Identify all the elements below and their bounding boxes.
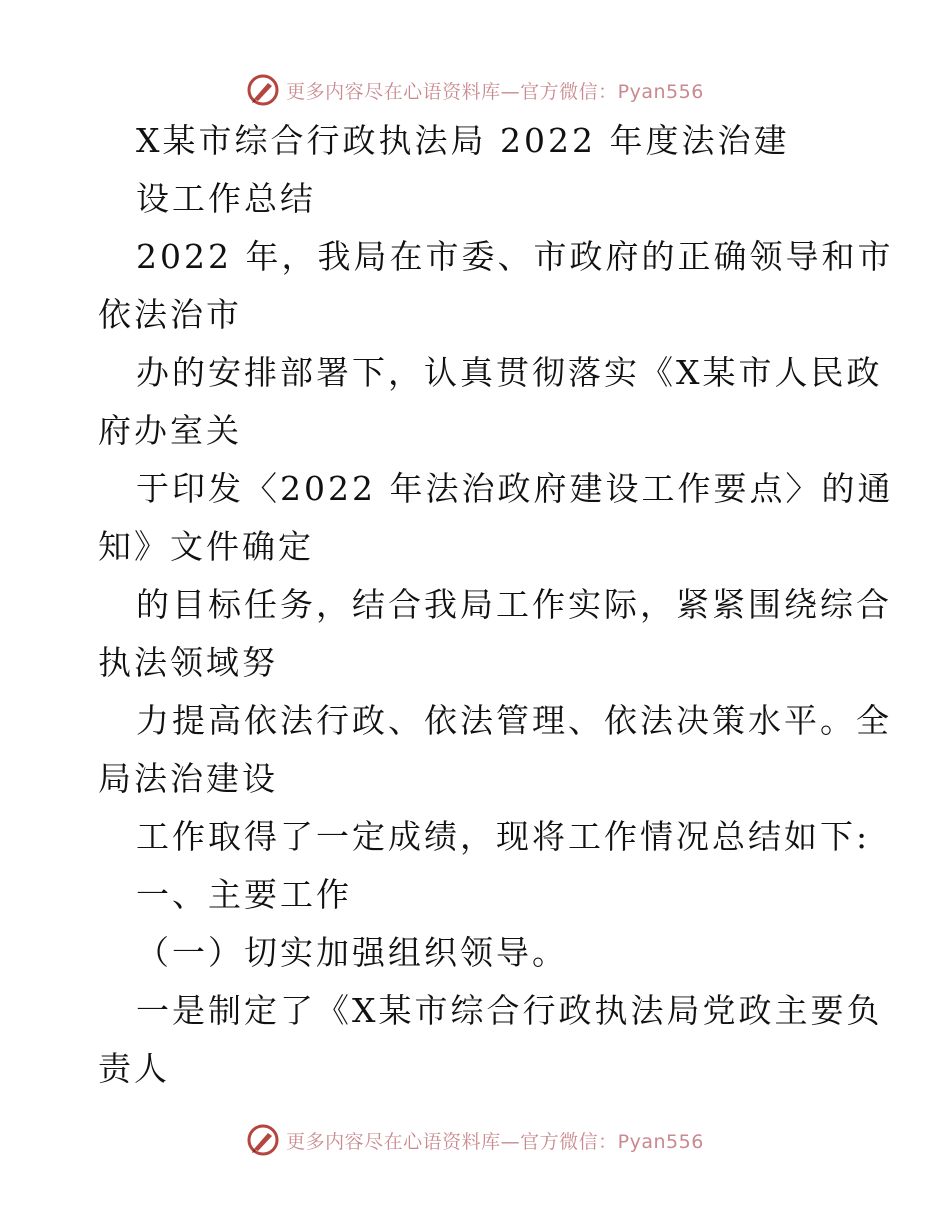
doc-line: 责人	[98, 1049, 170, 1088]
document-body	[98, 112, 894, 1098]
section-heading: 一、主要工作	[136, 875, 352, 914]
watermark-text: 更多内容尽在心语资料库—官方微信：Pyan556	[286, 80, 704, 103]
doc-line: 知》文件确定	[98, 527, 314, 566]
doc-line: 力提高依法行政、依法管理、依法决策水平。全	[136, 701, 892, 740]
doc-line: 办的安排部署下，认真贯彻落实《X某市人民政	[136, 353, 883, 392]
watermark-footer	[0, 1120, 950, 1160]
doc-line: 工作取得了一定成绩，现将工作情况总结如下:	[136, 817, 871, 856]
doc-line: 一是制定了《X某市综合行政执法局党政主要负	[136, 991, 883, 1030]
watermark-header	[0, 70, 950, 110]
pen-logo-icon	[246, 73, 280, 107]
doc-line: 执法领域努	[98, 643, 278, 682]
doc-line: 依法治市	[98, 295, 242, 334]
subsection-heading: （一）切实加强组织领导。	[136, 933, 568, 972]
doc-line: 府办室关	[98, 411, 242, 450]
pen-logo-icon	[246, 1123, 280, 1157]
doc-line: 于印发〈2022 年法治政府建设工作要点〉的通	[136, 469, 894, 508]
watermark-text: 更多内容尽在心语资料库—官方微信：Pyan556	[286, 1130, 704, 1153]
doc-line: 的目标任务，结合我局工作实际，紧紧围绕综合	[136, 585, 892, 624]
doc-line: 设工作总结	[136, 179, 316, 218]
doc-line: 局法治建设	[98, 759, 278, 798]
doc-line: 2022 年，我局在市委、市政府的正确领导和市	[136, 237, 894, 276]
doc-line: X某市综合行政执法局 2022 年度法治建	[136, 121, 790, 160]
